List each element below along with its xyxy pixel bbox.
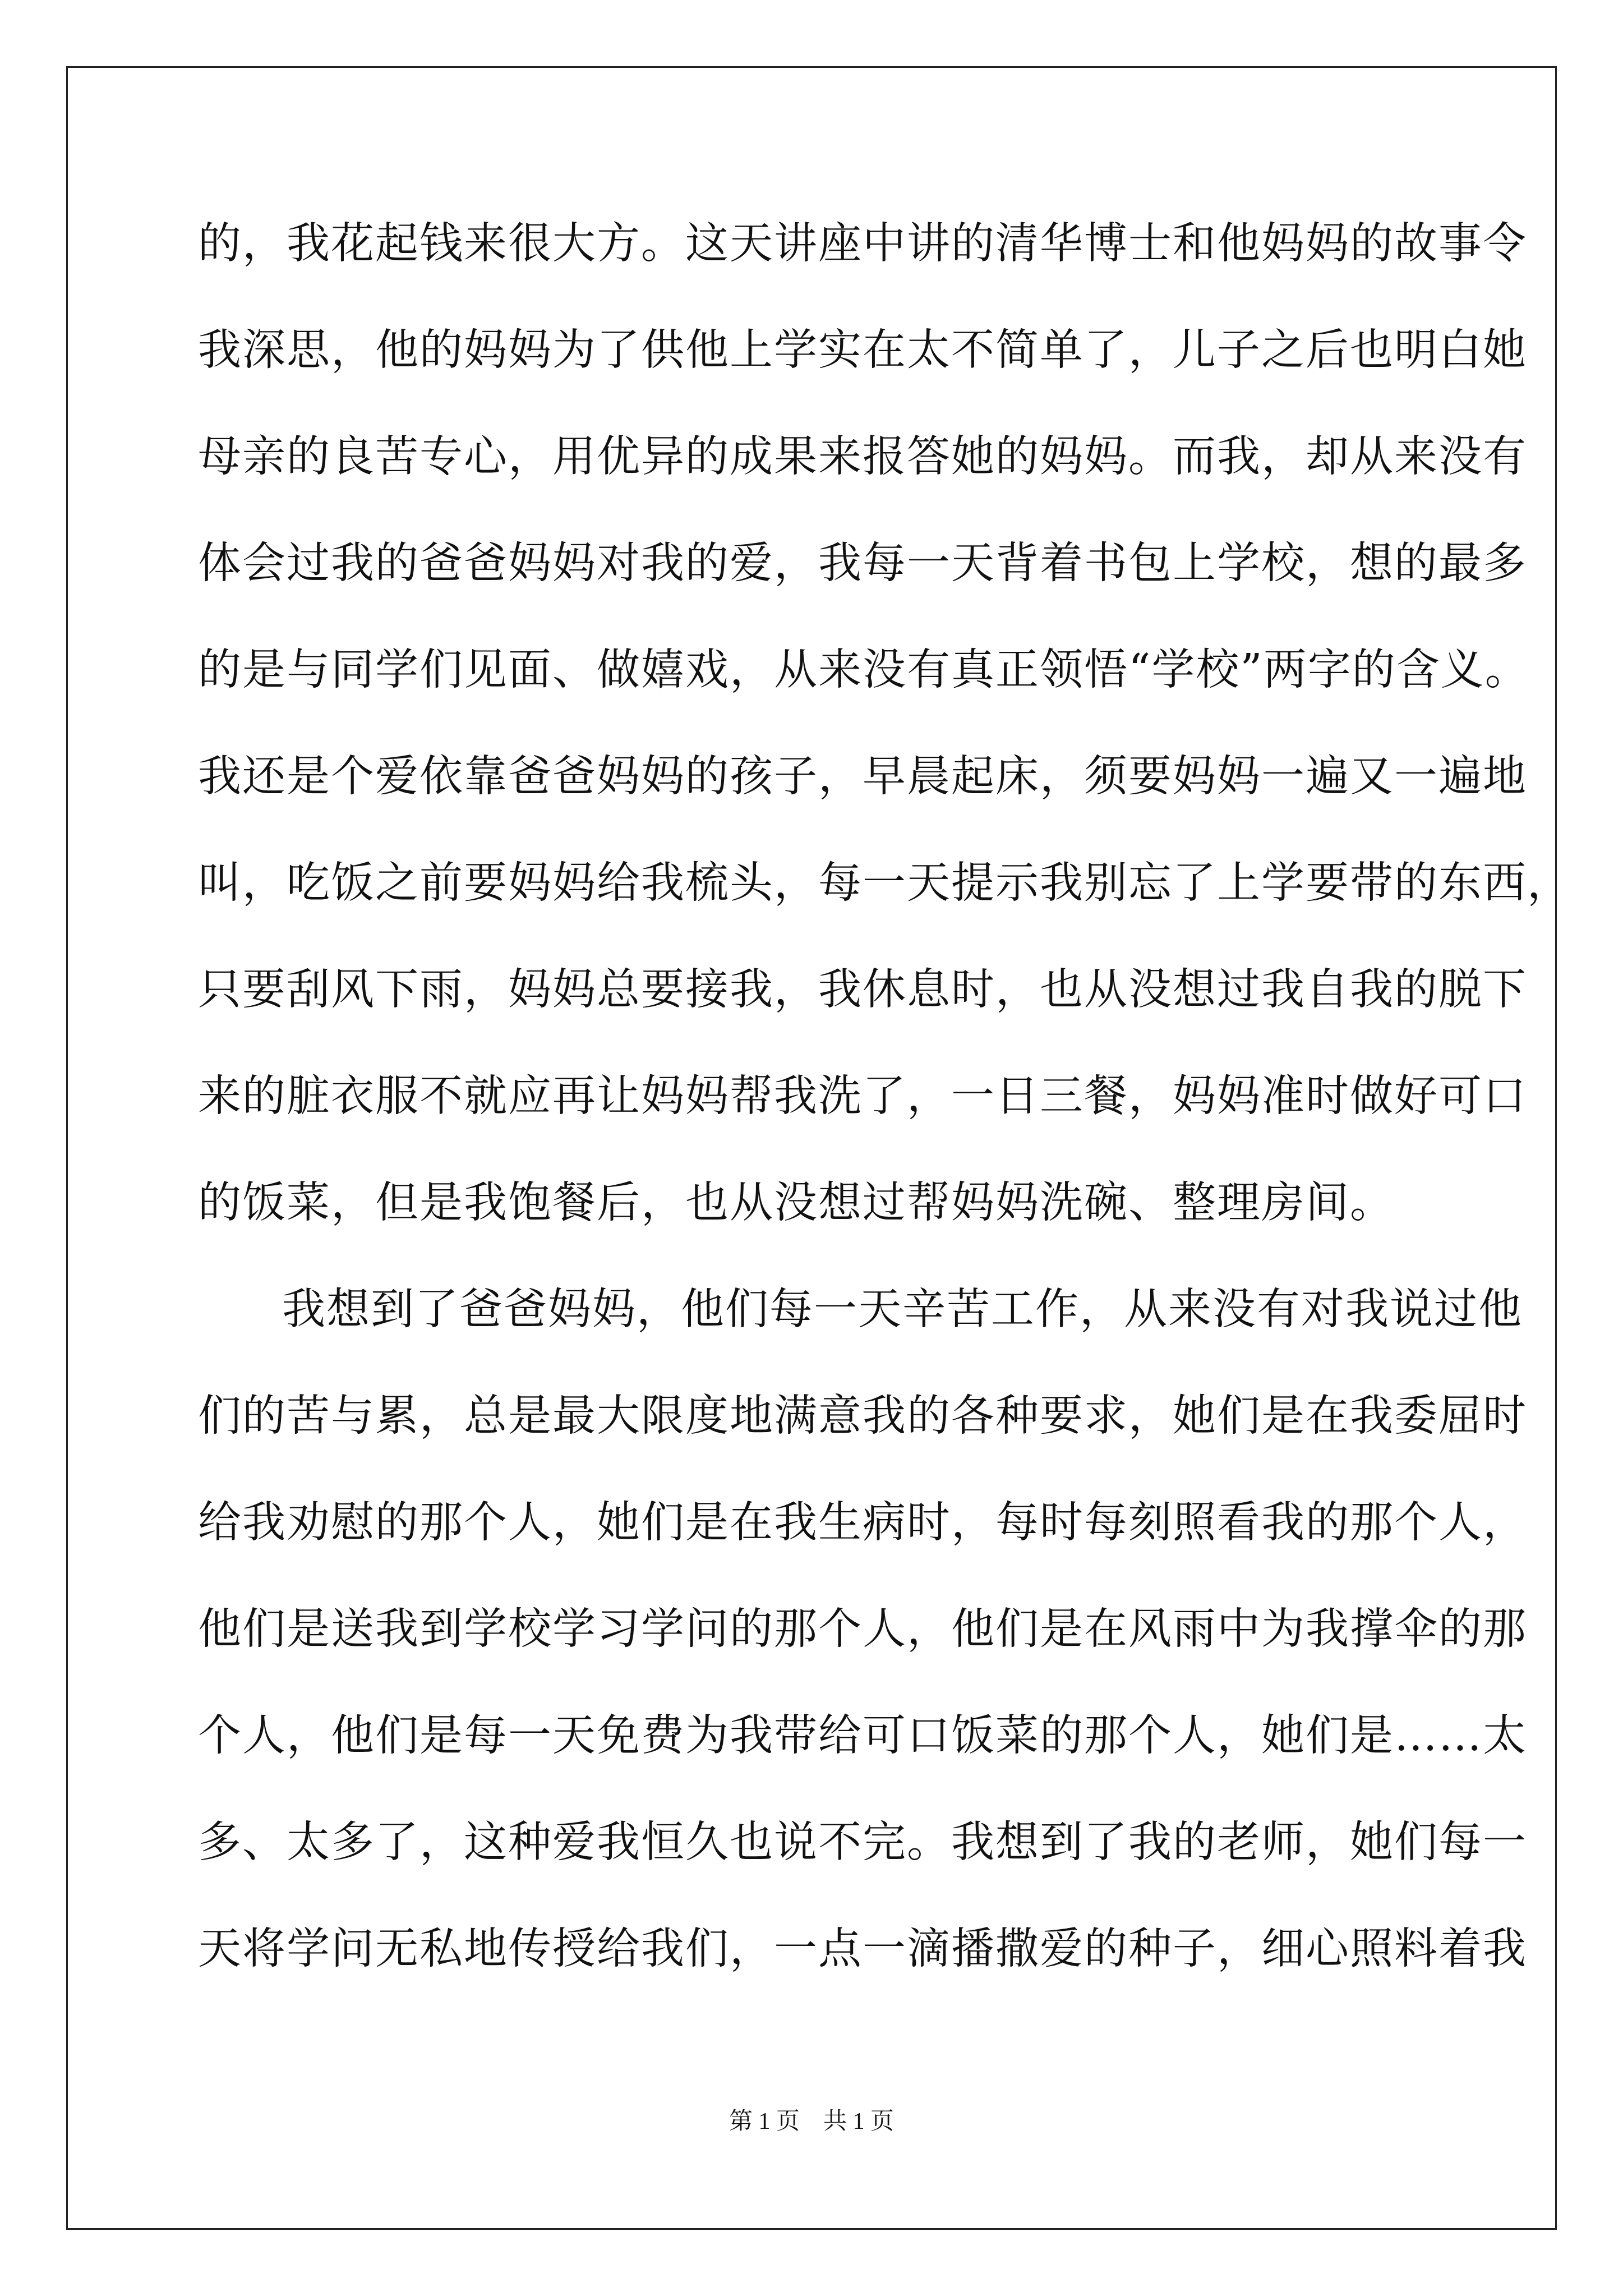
document-body [198, 217, 1571, 2028]
text-line: 个人，他们是每一天免费为我带给可口饭菜的那个人，她们是……太 [198, 1711, 1527, 1761]
page-number-footer: 第 1 页 共 1 页 [728, 2109, 894, 2134]
text-line: 我深思，他的妈妈为了供他上学实在太不简单了，儿子之后也明白她 [198, 325, 1527, 375]
paragraph-start-line: 我想到了爸爸妈妈，他们每一天辛苦工作，从来没有对我说过他 [282, 1285, 1523, 1335]
text-line: 的是与同学们见面、做嬉戏，从来没有真正领悟“学校”两字的含义。 [198, 645, 1529, 695]
text-line: 体会过我的爸爸妈妈对我的爱，我每一天背着书包上学校，想的最多 [198, 539, 1527, 588]
text-line: 他们是送我到学校学习学问的那个人，他们是在风雨中为我撑伞的那 [198, 1604, 1527, 1654]
text-line: 叫，吃饭之前要妈妈给我梳头，每一天提示我别忘了上学要带的东西， [198, 858, 1571, 908]
text-line: 的，我花起钱来很大方。这天讲座中讲的清华博士和他妈妈的故事令 [198, 219, 1527, 269]
text-line: 来的脏衣服不就应再让妈妈帮我洗了，一日三餐，妈妈准时做好可口 [198, 1071, 1527, 1121]
text-line: 只要刮风下雨，妈妈总要接我，我休息时，也从没想过我自我的脱下 [198, 965, 1527, 1015]
text-line: 天将学问无私地传授给我们，一点一滴播撒爱的种子，细心照料着我 [198, 1924, 1527, 1974]
text-line: 给我劝慰的那个人，她们是在我生病时，每时每刻照看我的那个人， [198, 1498, 1527, 1548]
text-line: 我还是个爱依靠爸爸妈妈的孩子，早晨起床，须要妈妈一遍又一遍地 [198, 752, 1527, 802]
text-line: 多、太多了，这种爱我恒久也说不完。我想到了我的老师，她们每一 [198, 1818, 1527, 1867]
text-line: 们的苦与累，总是最大限度地满意我的各种要求，她们是在我委屈时 [198, 1391, 1527, 1441]
text-line: 的饭菜，但是我饱餐后，也从没想过帮妈妈洗碗、整理房间。 [198, 1178, 1394, 1228]
text-line: 母亲的良苦专心，用优异的成果来报答她的妈妈。而我，却从来没有 [198, 432, 1527, 482]
